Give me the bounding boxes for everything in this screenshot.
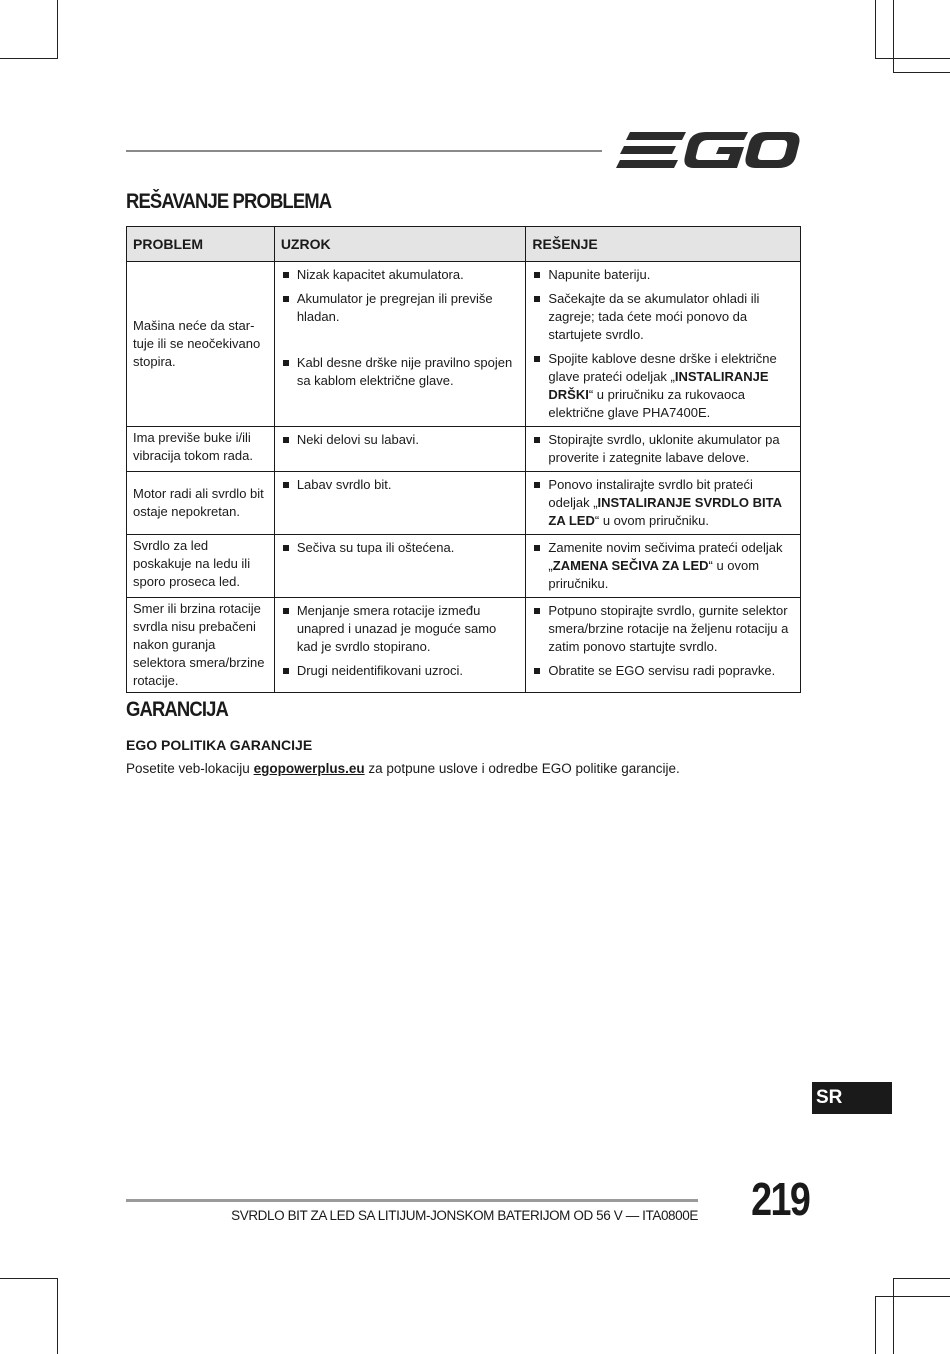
cause-cell: [274, 535, 526, 598]
table-row: [127, 535, 801, 598]
problem-cell: [127, 535, 275, 598]
warranty-title: GARANCIJA: [126, 698, 228, 721]
crop-mark: [875, 1296, 950, 1297]
language-tab: SR: [812, 1082, 892, 1114]
column-header-cause: UZROK: [274, 227, 526, 262]
table-row: [127, 472, 801, 535]
problem-cell: [127, 427, 275, 472]
solution-item: Ponovo instalirajte svrdlo bit prateći odeljak „INSTALIRANJE SVRDLO BITA ZA LED“ u ovom priručniku.: [532, 476, 794, 530]
solution-cell: [526, 427, 801, 472]
cause-cell: [274, 262, 526, 427]
table-row: [127, 262, 801, 427]
crop-mark: [57, 0, 58, 58]
problem-text: Motor radi ali svrdlo bit ostaje nepokretan.: [133, 486, 264, 519]
cause-item: Menjanje smera rotacije između unapred i unazad je moguće samo kad je svrdlo stopirano.: [281, 602, 520, 656]
footer-title: SVRDLO BIT ZA LED SA LITIJUM-JONSKOM BATERIJOM OD 56 V — ITA0800E: [231, 1208, 698, 1223]
problem-text: Svrdlo za led poskakuje na ledu ili sporo proseca led.: [133, 538, 251, 589]
crop-mark: [893, 1278, 894, 1354]
problem-text: Mašina neće da star- tuje ili se neočekivano stopira.: [133, 318, 261, 369]
cause-item: Neki delovi su labavi.: [281, 431, 520, 449]
warranty-subtitle: EGO POLITIKA GARANCIJE: [126, 737, 313, 753]
cause-cell: [274, 598, 526, 693]
problem-cell: [127, 472, 275, 535]
crop-mark: [893, 72, 950, 73]
footer-rule: [126, 1199, 698, 1202]
cause-item: Labav svrdlo bit.: [281, 476, 520, 494]
solution-item: Sačekajte da se akumulator ohladi ili zagreje; tada ćete moći ponovo da startujete svrdlo.: [532, 290, 794, 344]
problem-cell: [127, 598, 275, 693]
table-header-row: [127, 227, 801, 262]
warranty-link[interactable]: egopowerplus.eu: [253, 761, 365, 776]
table-row: [127, 427, 801, 472]
cause-item: Drugi neidentifikovani uzroci.: [281, 662, 520, 680]
cause-cell: [274, 427, 526, 472]
solution-cell: [526, 262, 801, 427]
cause-item: Kabl desne drške nije pravilno spojen sa kablom električne glave.: [281, 354, 520, 390]
crop-mark: [0, 58, 58, 59]
header-rule: [126, 150, 602, 152]
crop-mark: [875, 0, 876, 58]
section-reference: ZAMENA SEČIVA ZA LED: [552, 558, 709, 573]
section-reference: INSTALIRANJE DRŠKI: [548, 369, 769, 402]
cause-item: Akumulator je pregrejan ili previše hladan.: [281, 290, 520, 326]
cause-item: Nizak kapacitet akumulatora.: [281, 266, 520, 284]
solution-cell: [526, 535, 801, 598]
troubleshooting-table: [126, 226, 801, 693]
solution-item: Stopirajte svrdlo, uklonite akumulator pa proverite i zategnite labave delove.: [532, 431, 794, 467]
page-number: 219: [751, 1173, 810, 1225]
warranty-text: Posetite veb-lokaciju egopowerplus.eu za potpune uslove i odredbe EGO politike garancije.: [126, 761, 680, 776]
table-row: [127, 598, 801, 693]
section-reference: INSTALIRANJE SVRDLO BITA ZA LED: [548, 495, 782, 528]
column-header-problem: PROBLEM: [127, 227, 275, 262]
troubleshooting-title: REŠAVANJE PROBLEMA: [126, 190, 332, 213]
problem-text: Ima previše buke i/ili vibracija tokom rada.: [133, 430, 253, 463]
crop-mark: [893, 0, 894, 72]
solution-item: Potpuno stopirajte svrdlo, gurnite selektor smera/brzine rotacije na željenu rotaciju a zatim ponovo startujte svrdlo.: [532, 602, 794, 656]
crop-mark: [875, 1296, 876, 1354]
solution-item: Zamenite novim sečivima prateći odeljak „ZAMENA SEČIVA ZA LED“ u ovom priručniku.: [532, 539, 794, 593]
solution-cell: [526, 598, 801, 693]
column-header-solution: REŠENJE: [526, 227, 801, 262]
solution-item: Obratite se EGO servisu radi popravke.: [532, 662, 794, 680]
problem-text: Smer ili brzina rotacije svrdla nisu prebačeni nakon guranja selektora smera/brzine rotacije.: [133, 601, 265, 688]
solution-item: Spojite kablove desne drške i električne glave prateći odeljak „INSTALIRANJE DRŠKI“ u priručniku za rukovaoca električne glave PHA7400E.: [532, 350, 794, 422]
solution-item: Napunite bateriju.: [532, 266, 794, 284]
problem-cell: [127, 262, 275, 427]
solution-cell: [526, 472, 801, 535]
crop-mark: [57, 1278, 58, 1354]
ego-logo: [616, 128, 800, 172]
crop-mark: [875, 58, 950, 59]
crop-mark: [893, 1278, 950, 1279]
cause-item: Sečiva su tupa ili oštećena.: [281, 539, 520, 557]
cause-cell: [274, 472, 526, 535]
crop-mark: [0, 1278, 58, 1279]
